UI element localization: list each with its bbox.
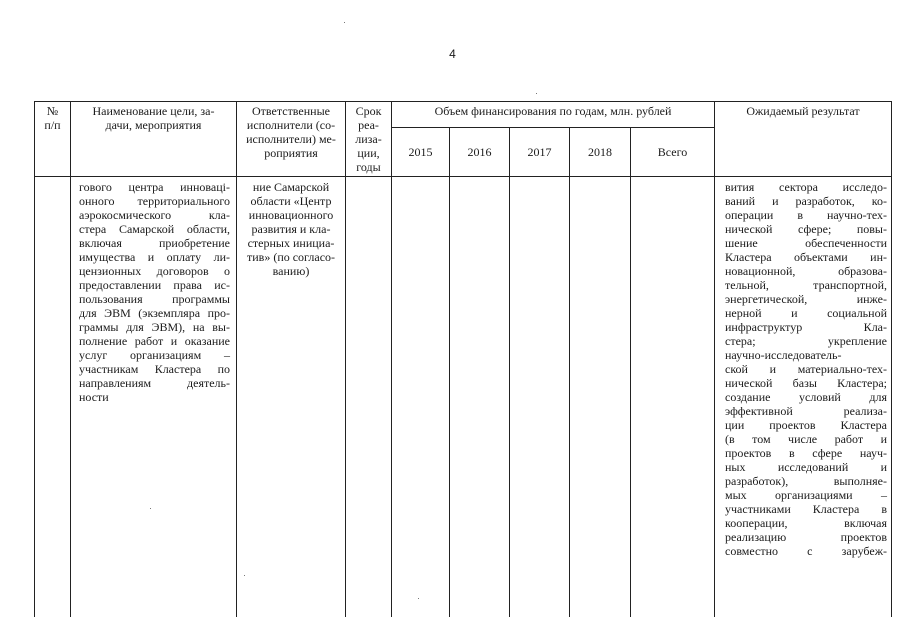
header-executors: Ответственные исполнители (со- исполнители) ме- роприятия: [237, 102, 346, 177]
cell-2016: [450, 177, 510, 617]
scan-speck: [418, 598, 419, 599]
cell-2017: [510, 177, 570, 617]
cell-2018: [570, 177, 631, 617]
header-year-2015: 2015: [392, 128, 450, 177]
header-number: № п/п: [35, 102, 71, 177]
header-term: Срок реа- лиза- ции, годы: [346, 102, 392, 177]
header-financing: Объем финансирования по годам, млн. рублей: [392, 102, 715, 128]
header-year-2018: 2018: [570, 128, 631, 177]
header-year-2016: 2016: [450, 128, 510, 177]
table-row: [35, 177, 892, 617]
cell-executors: ние Самарской области «Центр инновационного развития и кла- стерных инициа- тив» (по согласо- ванию): [237, 177, 346, 617]
page-number: 4: [449, 47, 456, 61]
cell-number: [35, 177, 71, 617]
header-year-2017: 2017: [510, 128, 570, 177]
header-name: Наименование цели, за- дачи, мероприятия: [71, 102, 237, 177]
cell-total: [631, 177, 715, 617]
scan-speck: [150, 508, 151, 509]
scan-speck: [536, 93, 537, 94]
cell-result: вития сектора исследо- ваний и разработок, ко- операции в научно-тех- нической сфере; повы- шение обеспеченности Кластера объектами ин- новационной, образова- тельной, транспортной, энергетической, инже- нерной и социальной инфраструктур Кла- стера; укрепление научно-исследователь- ской и материально-тех- нической базы Кластера; создание условий для эффективной реализа- ции проектов Кластера (в том числе работ и проектов в сфере науч- ных исследований и разработок), выполняе- мых организациями – участниками Кластера в кооперации, включая реализацию проектов совместно с зарубеж-: [715, 177, 892, 617]
cell-name: гового центра инновацi- онного территориального аэрокосмического кла- стера Самарской области, включая приобретение имущества и оплату ли- цензионных договоров о предоставлении права ис- пользования программы для ЭВМ (экземпляра про- граммы для ЭВМ), на вы- полнение работ и оказание услуг организациям – участникам Кластера по направлениям деятель- ности: [71, 177, 237, 617]
scan-speck: [344, 22, 345, 23]
program-measures-table: [34, 101, 892, 617]
scan-speck: [244, 575, 245, 576]
cell-term: [346, 177, 392, 617]
header-result: Ожидаемый результат: [715, 102, 892, 177]
cell-2015: [392, 177, 450, 617]
header-total: Всего: [631, 128, 715, 177]
